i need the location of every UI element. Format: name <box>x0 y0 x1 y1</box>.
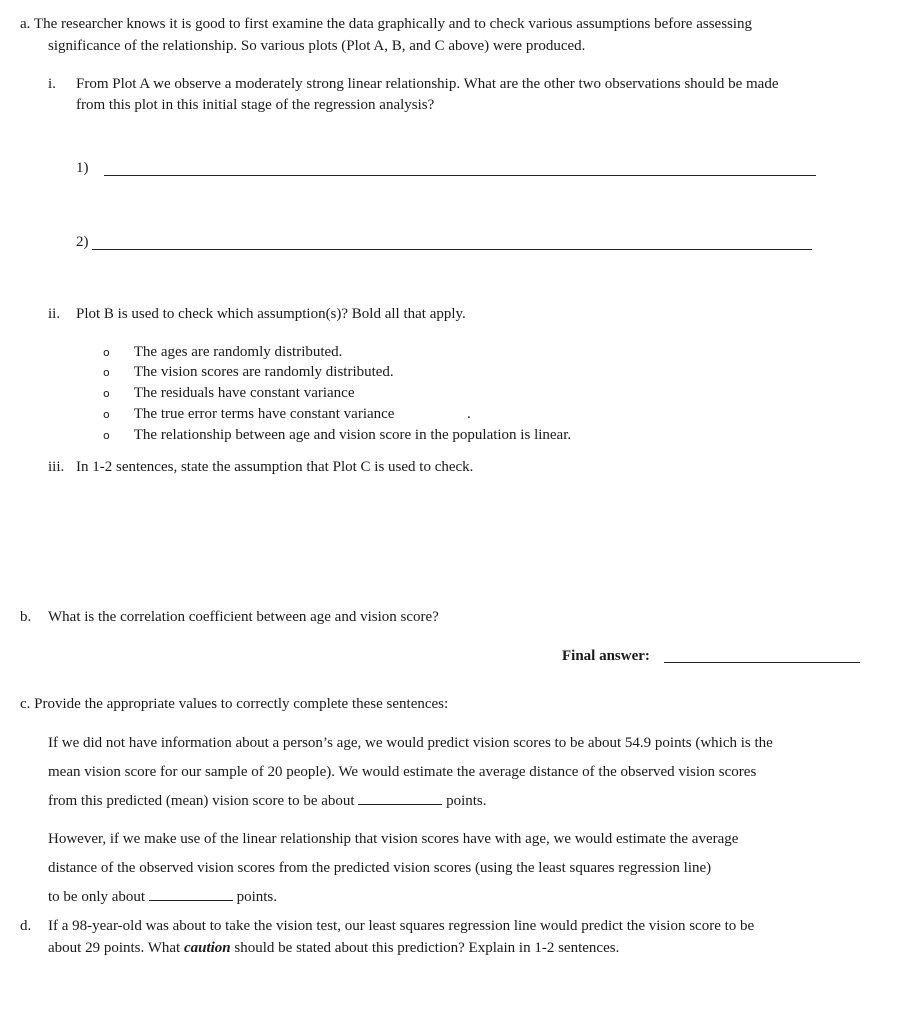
option-item[interactable] <box>103 404 394 425</box>
part-a-line1: The researcher knows it is good to first examine the data graphically and to check various assumptions before assessing <box>33 16 753 32</box>
paragraph-1-line1: If we did not have information about a person’s age, we would predict vision scores to be about 54.9 points (which is the <box>48 735 773 751</box>
bullet-icon: o <box>103 346 110 359</box>
paragraph-1-line2: mean vision score for our sample of 20 people). We would estimate the average distance of the observed vision scores <box>48 764 757 780</box>
final-answer-line[interactable] <box>664 649 860 663</box>
question-i-label: i. <box>48 76 56 92</box>
bullet-icon: o <box>103 429 110 442</box>
answer-blank-1-label: 1) <box>76 160 89 176</box>
part-c-label: c. <box>20 696 31 712</box>
question-ii-text: Plot B is used to check which assumption(s)? Bold all that apply. <box>76 306 466 322</box>
answer-blank-1-line[interactable] <box>104 162 816 176</box>
paragraph-2-line3-before: to be only about <box>48 889 146 905</box>
part-a-line2: significance of the relationship. So various plots (Plot A, B, and C above) were produced. <box>48 38 586 54</box>
part-d-label: d. <box>20 918 32 934</box>
option-label: The vision scores are randomly distributed. <box>133 364 394 380</box>
bullet-icon: o <box>103 408 110 421</box>
part-b-label: b. <box>20 609 32 625</box>
bullet-icon: o <box>103 366 110 379</box>
answer-blank-2-label: 2) <box>76 234 89 250</box>
option-label: The relationship between age and vision score in the population is linear. <box>133 427 572 443</box>
part-c-intro: Provide the appropriate values to correctly complete these sentences: <box>34 696 449 712</box>
option-label: The ages are randomly distributed. <box>133 344 343 360</box>
part-d-line2-before: about 29 points. What <box>48 940 181 956</box>
question-ii-label: ii. <box>48 306 61 322</box>
part-d-line1: If a 98-year-old was about to take the vision test, our least squares regression line would predict the vision score to be <box>48 918 755 934</box>
part-d-line2-after: should be stated about this prediction? Explain in 1-2 sentences. <box>234 940 620 956</box>
question-i-line1: From Plot A we observe a moderately strong linear relationship. What are the other two observations should be made <box>76 76 779 92</box>
stray-mark: . <box>467 406 471 422</box>
blank-regression-distance[interactable] <box>149 887 233 901</box>
paragraph-1-line3-after: points. <box>446 793 487 809</box>
paragraph-2-line3-after: points. <box>236 889 278 905</box>
blank-mean-distance[interactable] <box>358 791 442 805</box>
answer-blank-2-line[interactable] <box>92 236 812 250</box>
option-item[interactable] <box>103 383 355 404</box>
part-b-text: What is the correlation coefficient between age and vision score? <box>48 609 439 625</box>
question-i-line2: from this plot in this initial stage of the regression analysis? <box>76 97 435 113</box>
option-label: The residuals have constant variance <box>133 385 355 401</box>
part-d-caution: caution <box>183 940 231 956</box>
question-iii-label: iii. <box>48 459 65 475</box>
bullet-icon: o <box>103 387 110 400</box>
option-item[interactable] <box>103 425 571 446</box>
paragraph-2-line1: However, if we make use of the linear relationship that vision scores have with age, we would estimate the average <box>48 831 739 847</box>
option-label: The true error terms have constant variance <box>133 406 395 422</box>
option-item[interactable] <box>103 342 342 363</box>
paragraph-2-line2: distance of the observed vision scores from the predicted vision scores (using the least squares regression line) <box>48 860 712 876</box>
question-iii-text: In 1-2 sentences, state the assumption that Plot C is used to check. <box>76 459 474 475</box>
part-a-label: a. <box>20 16 31 32</box>
final-answer-label: Final answer: <box>562 648 650 664</box>
option-item[interactable] <box>103 362 394 383</box>
paragraph-1-line3-before: from this predicted (mean) vision score to be about <box>48 793 355 809</box>
